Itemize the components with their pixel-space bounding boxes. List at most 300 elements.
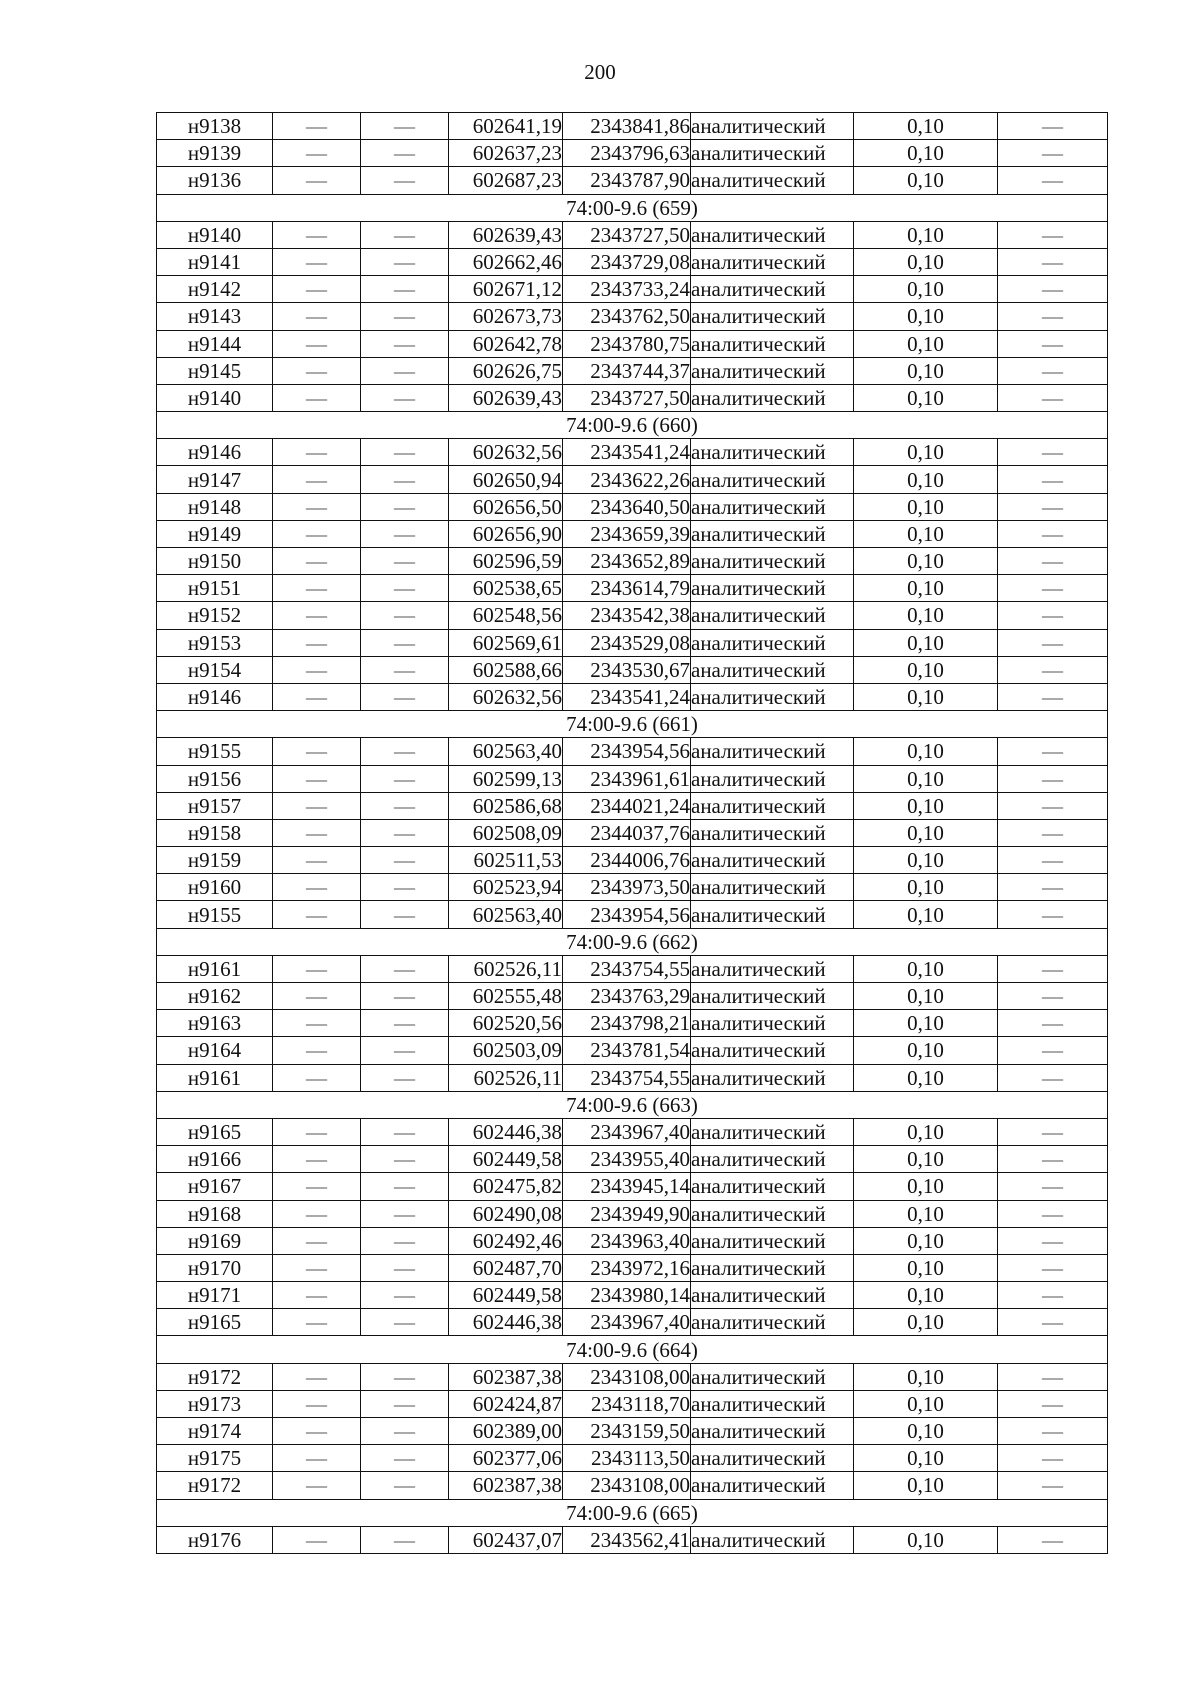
old-y-cell: — <box>361 629 449 656</box>
accuracy-cell: 0,10 <box>854 384 998 411</box>
accuracy-cell: 0,10 <box>854 1064 998 1091</box>
old-y-cell: — <box>361 656 449 683</box>
old-y-cell: — <box>361 140 449 167</box>
description-cell: — <box>998 1418 1108 1445</box>
old-x-cell: — <box>273 1254 361 1281</box>
old-y-cell: — <box>361 819 449 846</box>
x-coordinate-cell: 602446,38 <box>449 1309 563 1336</box>
accuracy-cell: 0,10 <box>854 738 998 765</box>
point-name-cell: н9136 <box>157 167 273 194</box>
method-cell: аналитический <box>691 384 854 411</box>
table-row <box>157 874 1108 901</box>
description-cell: — <box>998 901 1108 928</box>
description-cell: — <box>998 738 1108 765</box>
table-row <box>157 575 1108 602</box>
description-cell: — <box>998 874 1108 901</box>
y-coordinate-cell: 2343954,56 <box>563 738 691 765</box>
point-name-cell: н9155 <box>157 738 273 765</box>
old-x-cell: — <box>273 466 361 493</box>
y-coordinate-cell: 2343108,00 <box>563 1363 691 1390</box>
method-cell: аналитический <box>691 1010 854 1037</box>
x-coordinate-cell: 602511,53 <box>449 847 563 874</box>
description-cell: — <box>998 221 1108 248</box>
table-row <box>157 602 1108 629</box>
accuracy-cell: 0,10 <box>854 1363 998 1390</box>
group-header-row <box>157 928 1108 955</box>
x-coordinate-cell: 602650,94 <box>449 466 563 493</box>
y-coordinate-cell: 2343949,90 <box>563 1200 691 1227</box>
x-coordinate-cell: 602555,48 <box>449 983 563 1010</box>
point-name-cell: н9142 <box>157 276 273 303</box>
point-name-cell: н9161 <box>157 1064 273 1091</box>
description-cell: — <box>998 1254 1108 1281</box>
accuracy-cell: 0,10 <box>854 983 998 1010</box>
accuracy-cell: 0,10 <box>854 493 998 520</box>
method-cell: аналитический <box>691 548 854 575</box>
method-cell: аналитический <box>691 602 854 629</box>
method-cell: аналитический <box>691 874 854 901</box>
table-row <box>157 1390 1108 1417</box>
x-coordinate-cell: 602662,46 <box>449 248 563 275</box>
old-x-cell: — <box>273 113 361 140</box>
table-row <box>157 1363 1108 1390</box>
description-cell: — <box>998 384 1108 411</box>
point-name-cell: н9165 <box>157 1309 273 1336</box>
point-name-cell: н9175 <box>157 1445 273 1472</box>
method-cell: аналитический <box>691 983 854 1010</box>
point-name-cell: н9153 <box>157 629 273 656</box>
point-name-cell: н9156 <box>157 765 273 792</box>
table-row <box>157 1227 1108 1254</box>
point-name-cell: н9141 <box>157 248 273 275</box>
old-y-cell: — <box>361 113 449 140</box>
old-x-cell: — <box>273 221 361 248</box>
description-cell: — <box>998 792 1108 819</box>
old-x-cell: — <box>273 1227 361 1254</box>
description-cell: — <box>998 1010 1108 1037</box>
table-row <box>157 1064 1108 1091</box>
accuracy-cell: 0,10 <box>854 1010 998 1037</box>
old-y-cell: — <box>361 276 449 303</box>
method-cell: аналитический <box>691 901 854 928</box>
point-name-cell: н9172 <box>157 1472 273 1499</box>
method-cell: аналитический <box>691 167 854 194</box>
y-coordinate-cell: 2343796,63 <box>563 140 691 167</box>
old-x-cell: — <box>273 901 361 928</box>
x-coordinate-cell: 602490,08 <box>449 1200 563 1227</box>
table-row <box>157 955 1108 982</box>
method-cell: аналитический <box>691 819 854 846</box>
old-x-cell: — <box>273 493 361 520</box>
y-coordinate-cell: 2343614,79 <box>563 575 691 602</box>
old-x-cell: — <box>273 575 361 602</box>
accuracy-cell: 0,10 <box>854 765 998 792</box>
old-x-cell: — <box>273 357 361 384</box>
method-cell: аналитический <box>691 1173 854 1200</box>
table-row <box>157 683 1108 710</box>
x-coordinate-cell: 602449,58 <box>449 1146 563 1173</box>
old-x-cell: — <box>273 330 361 357</box>
old-y-cell: — <box>361 955 449 982</box>
accuracy-cell: 0,10 <box>854 1309 998 1336</box>
old-x-cell: — <box>273 1363 361 1390</box>
table-row <box>157 1254 1108 1281</box>
old-y-cell: — <box>361 738 449 765</box>
method-cell: аналитический <box>691 629 854 656</box>
table-row <box>157 819 1108 846</box>
table-row <box>157 493 1108 520</box>
description-cell: — <box>998 140 1108 167</box>
old-x-cell: — <box>273 874 361 901</box>
table-row <box>157 466 1108 493</box>
old-y-cell: — <box>361 493 449 520</box>
y-coordinate-cell: 2343562,41 <box>563 1526 691 1553</box>
x-coordinate-cell: 602639,43 <box>449 384 563 411</box>
method-cell: аналитический <box>691 1445 854 1472</box>
description-cell: — <box>998 602 1108 629</box>
x-coordinate-cell: 602671,12 <box>449 276 563 303</box>
x-coordinate-cell: 602626,75 <box>449 357 563 384</box>
description-cell: — <box>998 1390 1108 1417</box>
point-name-cell: н9176 <box>157 1526 273 1553</box>
x-coordinate-cell: 602487,70 <box>449 1254 563 1281</box>
x-coordinate-cell: 602632,56 <box>449 683 563 710</box>
old-y-cell: — <box>361 1526 449 1553</box>
point-name-cell: н9166 <box>157 1146 273 1173</box>
old-x-cell: — <box>273 276 361 303</box>
parcel-group-title: 74:00-9.6 (661) <box>157 711 1108 738</box>
point-name-cell: н9143 <box>157 303 273 330</box>
old-y-cell: — <box>361 1064 449 1091</box>
description-cell: — <box>998 167 1108 194</box>
accuracy-cell: 0,10 <box>854 1390 998 1417</box>
point-name-cell: н9164 <box>157 1037 273 1064</box>
old-x-cell: — <box>273 1200 361 1227</box>
old-y-cell: — <box>361 1146 449 1173</box>
description-cell: — <box>998 1118 1108 1145</box>
x-coordinate-cell: 602586,68 <box>449 792 563 819</box>
point-name-cell: н9140 <box>157 384 273 411</box>
x-coordinate-cell: 602526,11 <box>449 1064 563 1091</box>
old-x-cell: — <box>273 765 361 792</box>
old-x-cell: — <box>273 819 361 846</box>
old-x-cell: — <box>273 1010 361 1037</box>
coordinates-table <box>156 112 1108 1554</box>
point-name-cell: н9174 <box>157 1418 273 1445</box>
x-coordinate-cell: 602538,65 <box>449 575 563 602</box>
table-row <box>157 140 1108 167</box>
accuracy-cell: 0,10 <box>854 1118 998 1145</box>
x-coordinate-cell: 602475,82 <box>449 1173 563 1200</box>
old-y-cell: — <box>361 439 449 466</box>
old-x-cell: — <box>273 303 361 330</box>
old-x-cell: — <box>273 1064 361 1091</box>
x-coordinate-cell: 602446,38 <box>449 1118 563 1145</box>
point-name-cell: н9170 <box>157 1254 273 1281</box>
description-cell: — <box>998 1037 1108 1064</box>
group-header-row <box>157 194 1108 221</box>
y-coordinate-cell: 2343541,24 <box>563 683 691 710</box>
description-cell: — <box>998 466 1108 493</box>
old-x-cell: — <box>273 1118 361 1145</box>
old-x-cell: — <box>273 1282 361 1309</box>
old-y-cell: — <box>361 520 449 547</box>
accuracy-cell: 0,10 <box>854 955 998 982</box>
method-cell: аналитический <box>691 1037 854 1064</box>
y-coordinate-cell: 2343541,24 <box>563 439 691 466</box>
old-x-cell: — <box>273 520 361 547</box>
description-cell: — <box>998 955 1108 982</box>
description-cell: — <box>998 983 1108 1010</box>
old-x-cell: — <box>273 1037 361 1064</box>
accuracy-cell: 0,10 <box>854 439 998 466</box>
description-cell: — <box>998 1173 1108 1200</box>
accuracy-cell: 0,10 <box>854 683 998 710</box>
table-row <box>157 548 1108 575</box>
method-cell: аналитический <box>691 955 854 982</box>
accuracy-cell: 0,10 <box>854 575 998 602</box>
description-cell: — <box>998 765 1108 792</box>
method-cell: аналитический <box>691 847 854 874</box>
old-y-cell: — <box>361 1173 449 1200</box>
y-coordinate-cell: 2343118,70 <box>563 1390 691 1417</box>
table-row <box>157 303 1108 330</box>
x-coordinate-cell: 602526,11 <box>449 955 563 982</box>
method-cell: аналитический <box>691 1118 854 1145</box>
y-coordinate-cell: 2343973,50 <box>563 874 691 901</box>
method-cell: аналитический <box>691 1309 854 1336</box>
description-cell: — <box>998 1363 1108 1390</box>
point-name-cell: н9160 <box>157 874 273 901</box>
old-y-cell: — <box>361 330 449 357</box>
y-coordinate-cell: 2343967,40 <box>563 1309 691 1336</box>
y-coordinate-cell: 2343727,50 <box>563 221 691 248</box>
x-coordinate-cell: 602508,09 <box>449 819 563 846</box>
old-x-cell: — <box>273 248 361 275</box>
method-cell: аналитический <box>691 439 854 466</box>
y-coordinate-cell: 2343530,67 <box>563 656 691 683</box>
x-coordinate-cell: 602632,56 <box>449 439 563 466</box>
old-y-cell: — <box>361 983 449 1010</box>
table-row <box>157 248 1108 275</box>
point-name-cell: н9161 <box>157 955 273 982</box>
x-coordinate-cell: 602437,07 <box>449 1526 563 1553</box>
table-row <box>157 1010 1108 1037</box>
old-y-cell: — <box>361 1010 449 1037</box>
old-y-cell: — <box>361 384 449 411</box>
x-coordinate-cell: 602656,50 <box>449 493 563 520</box>
method-cell: аналитический <box>691 1254 854 1281</box>
accuracy-cell: 0,10 <box>854 602 998 629</box>
accuracy-cell: 0,10 <box>854 1037 998 1064</box>
description-cell: — <box>998 439 1108 466</box>
old-x-cell: — <box>273 1309 361 1336</box>
point-name-cell: н9154 <box>157 656 273 683</box>
description-cell: — <box>998 575 1108 602</box>
point-name-cell: н9147 <box>157 466 273 493</box>
old-x-cell: — <box>273 384 361 411</box>
point-name-cell: н9152 <box>157 602 273 629</box>
y-coordinate-cell: 2343754,55 <box>563 1064 691 1091</box>
old-y-cell: — <box>361 683 449 710</box>
point-name-cell: н9146 <box>157 439 273 466</box>
old-y-cell: — <box>361 792 449 819</box>
table-row <box>157 1173 1108 1200</box>
y-coordinate-cell: 2343113,50 <box>563 1445 691 1472</box>
table-row <box>157 1146 1108 1173</box>
description-cell: — <box>998 493 1108 520</box>
table-row <box>157 330 1108 357</box>
table-row <box>157 656 1108 683</box>
table-row <box>157 847 1108 874</box>
x-coordinate-cell: 602424,87 <box>449 1390 563 1417</box>
table-row <box>157 1309 1108 1336</box>
y-coordinate-cell: 2343945,14 <box>563 1173 691 1200</box>
old-y-cell: — <box>361 1282 449 1309</box>
old-x-cell: — <box>273 602 361 629</box>
x-coordinate-cell: 602387,38 <box>449 1472 563 1499</box>
accuracy-cell: 0,10 <box>854 1418 998 1445</box>
old-x-cell: — <box>273 955 361 982</box>
method-cell: аналитический <box>691 140 854 167</box>
x-coordinate-cell: 602599,13 <box>449 765 563 792</box>
parcel-group-title: 74:00-9.6 (659) <box>157 194 1108 221</box>
method-cell: аналитический <box>691 357 854 384</box>
accuracy-cell: 0,10 <box>854 1282 998 1309</box>
accuracy-cell: 0,10 <box>854 656 998 683</box>
table-row <box>157 384 1108 411</box>
x-coordinate-cell: 602687,23 <box>449 167 563 194</box>
description-cell: — <box>998 1146 1108 1173</box>
description-cell: — <box>998 847 1108 874</box>
old-y-cell: — <box>361 466 449 493</box>
table-body <box>157 113 1108 1554</box>
point-name-cell: н9171 <box>157 1282 273 1309</box>
table-row <box>157 629 1108 656</box>
old-x-cell: — <box>273 983 361 1010</box>
x-coordinate-cell: 602387,38 <box>449 1363 563 1390</box>
parcel-group-title: 74:00-9.6 (662) <box>157 928 1108 955</box>
method-cell: аналитический <box>691 1418 854 1445</box>
accuracy-cell: 0,10 <box>854 901 998 928</box>
old-y-cell: — <box>361 575 449 602</box>
y-coordinate-cell: 2343727,50 <box>563 384 691 411</box>
method-cell: аналитический <box>691 1064 854 1091</box>
point-name-cell: н9159 <box>157 847 273 874</box>
table-row <box>157 1526 1108 1553</box>
accuracy-cell: 0,10 <box>854 113 998 140</box>
description-cell: — <box>998 819 1108 846</box>
accuracy-cell: 0,10 <box>854 1472 998 1499</box>
x-coordinate-cell: 602639,43 <box>449 221 563 248</box>
old-x-cell: — <box>273 548 361 575</box>
old-y-cell: — <box>361 167 449 194</box>
description-cell: — <box>998 548 1108 575</box>
description-cell: — <box>998 303 1108 330</box>
description-cell: — <box>998 1064 1108 1091</box>
old-y-cell: — <box>361 1418 449 1445</box>
accuracy-cell: 0,10 <box>854 1445 998 1472</box>
point-name-cell: н9149 <box>157 520 273 547</box>
old-y-cell: — <box>361 765 449 792</box>
y-coordinate-cell: 2343754,55 <box>563 955 691 982</box>
table-row <box>157 520 1108 547</box>
point-name-cell: н9146 <box>157 683 273 710</box>
old-y-cell: — <box>361 602 449 629</box>
table-row <box>157 1418 1108 1445</box>
x-coordinate-cell: 602569,61 <box>449 629 563 656</box>
table-row <box>157 113 1108 140</box>
point-name-cell: н9140 <box>157 221 273 248</box>
old-x-cell: — <box>273 738 361 765</box>
old-y-cell: — <box>361 1445 449 1472</box>
accuracy-cell: 0,10 <box>854 140 998 167</box>
table-row <box>157 439 1108 466</box>
accuracy-cell: 0,10 <box>854 629 998 656</box>
description-cell: — <box>998 330 1108 357</box>
old-y-cell: — <box>361 874 449 901</box>
point-name-cell: н9138 <box>157 113 273 140</box>
old-x-cell: — <box>273 629 361 656</box>
accuracy-cell: 0,10 <box>854 357 998 384</box>
description-cell: — <box>998 113 1108 140</box>
point-name-cell: н9167 <box>157 1173 273 1200</box>
x-coordinate-cell: 602656,90 <box>449 520 563 547</box>
point-name-cell: н9158 <box>157 819 273 846</box>
accuracy-cell: 0,10 <box>854 874 998 901</box>
method-cell: аналитический <box>691 765 854 792</box>
old-x-cell: — <box>273 1418 361 1445</box>
y-coordinate-cell: 2343542,38 <box>563 602 691 629</box>
y-coordinate-cell: 2343972,16 <box>563 1254 691 1281</box>
point-name-cell: н9151 <box>157 575 273 602</box>
point-name-cell: н9150 <box>157 548 273 575</box>
y-coordinate-cell: 2344037,76 <box>563 819 691 846</box>
description-cell: — <box>998 1445 1108 1472</box>
point-name-cell: н9148 <box>157 493 273 520</box>
y-coordinate-cell: 2343733,24 <box>563 276 691 303</box>
y-coordinate-cell: 2343640,50 <box>563 493 691 520</box>
accuracy-cell: 0,10 <box>854 248 998 275</box>
old-y-cell: — <box>361 1363 449 1390</box>
x-coordinate-cell: 602503,09 <box>449 1037 563 1064</box>
x-coordinate-cell: 602596,59 <box>449 548 563 575</box>
y-coordinate-cell: 2343763,29 <box>563 983 691 1010</box>
old-y-cell: — <box>361 548 449 575</box>
parcel-group-title: 74:00-9.6 (665) <box>157 1499 1108 1526</box>
method-cell: аналитический <box>691 683 854 710</box>
y-coordinate-cell: 2343980,14 <box>563 1282 691 1309</box>
group-header-row <box>157 711 1108 738</box>
old-y-cell: — <box>361 1200 449 1227</box>
description-cell: — <box>998 1282 1108 1309</box>
method-cell: аналитический <box>691 1227 854 1254</box>
method-cell: аналитический <box>691 493 854 520</box>
table-row <box>157 1472 1108 1499</box>
accuracy-cell: 0,10 <box>854 1227 998 1254</box>
y-coordinate-cell: 2343108,00 <box>563 1472 691 1499</box>
method-cell: аналитический <box>691 248 854 275</box>
x-coordinate-cell: 602520,56 <box>449 1010 563 1037</box>
page-number: 200 <box>584 60 616 84</box>
x-coordinate-cell: 602548,56 <box>449 602 563 629</box>
table-row <box>157 221 1108 248</box>
accuracy-cell: 0,10 <box>854 847 998 874</box>
old-x-cell: — <box>273 1472 361 1499</box>
point-name-cell: н9155 <box>157 901 273 928</box>
y-coordinate-cell: 2343954,56 <box>563 901 691 928</box>
point-name-cell: н9173 <box>157 1390 273 1417</box>
